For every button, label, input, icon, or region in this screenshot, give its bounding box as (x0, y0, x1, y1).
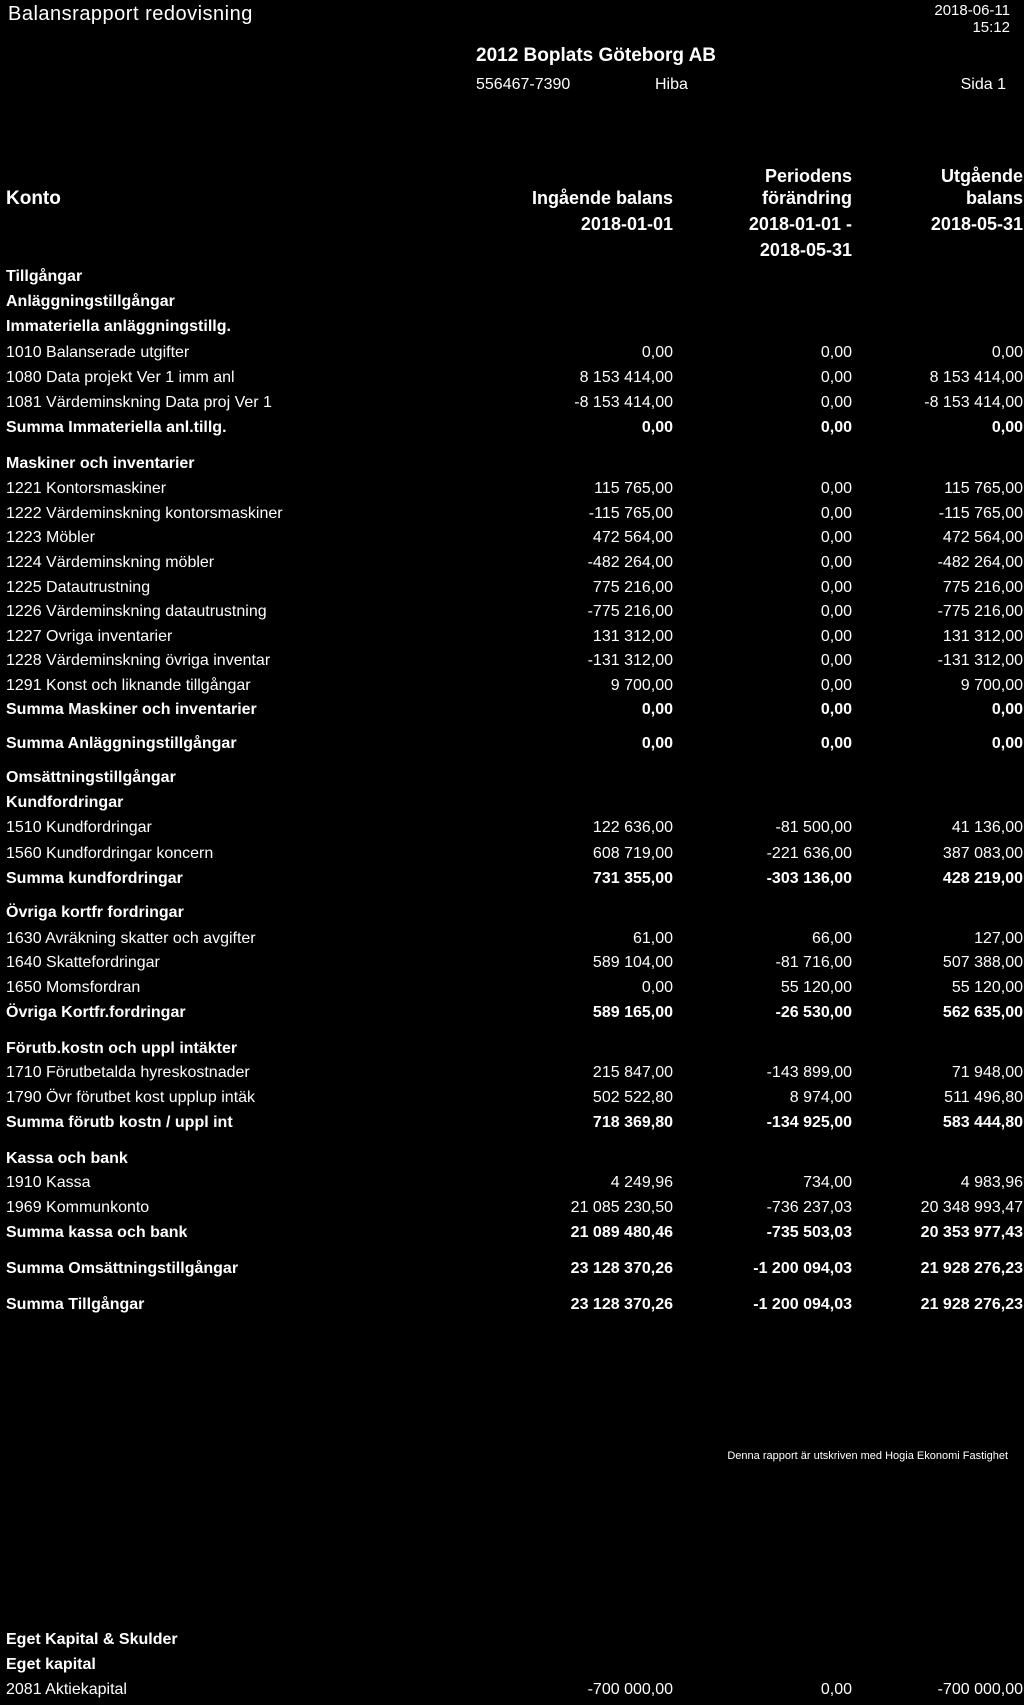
period-change: 0,00 (820, 394, 852, 411)
account-label: 1225 Datautrustning (6, 579, 151, 596)
account-label: 1222 Värdeminskning kontorsmaskiner (6, 505, 283, 522)
closing-balance: 41 136,00 (951, 819, 1023, 836)
table-row (0, 845, 1024, 869)
account-label: 2081 Aktiekapital (6, 1681, 127, 1698)
account-label: 1640 Skattefordringar (6, 954, 160, 971)
period-change: -735 503,03 (766, 1224, 852, 1241)
period-change: 0,00 (820, 628, 852, 645)
closing-balance: 4 983,96 (960, 1174, 1023, 1191)
opening-balance: 9 700,00 (610, 677, 673, 694)
column-header-konto: Konto (6, 188, 61, 209)
account-label: Summa Anläggningstillgångar (6, 735, 237, 752)
account-label: 1228 Värdeminskning övriga inventar (6, 652, 271, 669)
period-change: 0,00 (820, 369, 852, 386)
period-change: 8 974,00 (789, 1089, 852, 1106)
opening-balance: -8 153 414,00 (574, 394, 673, 411)
account-label: 1080 Data projekt Ver 1 imm anl (6, 369, 235, 386)
closing-balance: 131 312,00 (942, 628, 1023, 645)
opening-balance: -482 264,00 (587, 554, 673, 571)
column-header-period-date1: 2018-01-01 - (748, 214, 852, 234)
period-change: -1 200 094,03 (753, 1260, 852, 1277)
opening-balance: 589 104,00 (592, 954, 673, 971)
account-label: 1010 Balanserade utgifter (6, 344, 190, 361)
closing-balance: 127,00 (974, 930, 1023, 947)
summary-row (0, 701, 1024, 725)
report-title: Balansrapport redovisning (8, 3, 253, 25)
summary-row (0, 419, 1024, 443)
opening-balance: 775 216,00 (592, 579, 673, 596)
account-label: 1710 Förutbetalda hyreskostnader (6, 1064, 250, 1081)
column-header-utgaende-title1: Utgående (940, 166, 1023, 186)
account-label: Eget kapital (6, 1656, 96, 1673)
table-row (0, 677, 1024, 701)
closing-balance: 775 216,00 (942, 579, 1023, 596)
closing-balance: 8 153 414,00 (929, 369, 1023, 386)
table-row (0, 1089, 1024, 1113)
period-change: 0,00 (820, 735, 852, 752)
opening-balance: 8 153 414,00 (579, 369, 673, 386)
closing-balance: 511 496,80 (944, 1089, 1023, 1106)
opening-balance: 0,00 (641, 735, 673, 752)
account-label: Summa Maskiner och inventarier (6, 701, 257, 718)
account-label: 1226 Värdeminskning datautrustning (6, 603, 267, 620)
table-row (0, 579, 1024, 603)
period-change: 0,00 (820, 579, 852, 596)
opening-balance: 21 089 480,46 (570, 1224, 673, 1241)
closing-balance: 507 388,00 (942, 954, 1023, 971)
table-row (0, 369, 1024, 393)
account-label: 1510 Kundfordringar (6, 819, 152, 836)
period-change: 0,00 (820, 1681, 852, 1698)
company-name: 2012 Boplats Göteborg AB (476, 45, 717, 66)
closing-balance: -8 153 414,00 (924, 394, 1023, 411)
table-row (0, 344, 1024, 368)
account-label: Summa kundfordringar (6, 870, 183, 887)
section-heading (0, 1150, 1024, 1174)
period-change: -221 636,00 (766, 845, 852, 862)
column-header-utgaende (931, 165, 1023, 235)
opening-balance: 4 249,96 (610, 1174, 673, 1191)
opening-balance: 23 128 370,26 (570, 1260, 673, 1277)
opening-balance: 731 355,00 (592, 870, 673, 887)
column-header-period-title2: förändring (762, 188, 852, 208)
table-row (0, 979, 1024, 1003)
closing-balance: -700 000,00 (937, 1681, 1023, 1698)
table-row (0, 603, 1024, 627)
account-label: Immateriella anläggningstillg. (6, 318, 231, 335)
period-change: 0,00 (820, 652, 852, 669)
period-change: 734,00 (803, 1174, 852, 1191)
period-change: 0,00 (820, 603, 852, 620)
table-row (0, 1174, 1024, 1198)
account-label: Övriga kortfr fordringar (6, 904, 184, 921)
opening-balance: 131 312,00 (592, 628, 673, 645)
column-header-utgaende-date: 2018-05-31 (930, 214, 1023, 234)
account-label: Förutb.kostn och uppl intäkter (6, 1040, 238, 1057)
period-change: 0,00 (820, 505, 852, 522)
section-heading (0, 268, 1024, 292)
account-label: 1560 Kundfordringar koncern (6, 845, 214, 862)
period-change: 55 120,00 (780, 979, 852, 996)
column-header-ingaende-title: Ingående balans (531, 188, 673, 208)
closing-balance: 20 353 977,43 (920, 1224, 1023, 1241)
account-label: Summa Immateriella anl.tillg. (6, 419, 227, 436)
account-label: Övriga Kortfr.fordringar (6, 1004, 186, 1021)
account-label: Summa förutb kostn / uppl int (6, 1114, 233, 1131)
closing-balance: 21 928 276,23 (920, 1260, 1023, 1277)
opening-balance: -115 765,00 (588, 505, 673, 522)
column-header-ingaende-date: 2018-01-01 (580, 214, 673, 234)
closing-balance: 472 564,00 (942, 529, 1023, 546)
user-name: Hiba (655, 76, 688, 93)
opening-balance: -131 312,00 (587, 652, 673, 669)
opening-balance: 472 564,00 (592, 529, 673, 546)
closing-balance: -775 216,00 (937, 603, 1023, 620)
table-row (0, 652, 1024, 676)
summary-row (0, 1260, 1024, 1284)
period-change: 0,00 (820, 554, 852, 571)
period-change: -81 716,00 (775, 954, 852, 971)
opening-balance: 122 636,00 (592, 819, 673, 836)
account-label: Kassa och bank (6, 1150, 128, 1167)
table-row (0, 1064, 1024, 1088)
opening-balance: 718 369,80 (592, 1114, 673, 1131)
account-label: Summa kassa och bank (6, 1224, 188, 1241)
table-row (0, 394, 1024, 418)
summary-row (0, 1004, 1024, 1028)
account-label: 1790 Övr förutbet kost upplup intäk (6, 1089, 256, 1106)
period-change: 0,00 (820, 480, 852, 497)
account-label: Kundfordringar (6, 794, 124, 811)
account-label: 1969 Kommunkonto (6, 1199, 150, 1216)
column-header-period-date2: 2018-05-31 (759, 240, 852, 260)
opening-balance: 0,00 (641, 701, 673, 718)
period-change: -26 530,00 (775, 1004, 852, 1021)
closing-balance: 387 083,00 (942, 845, 1023, 862)
closing-balance: 71 948,00 (951, 1064, 1023, 1081)
summary-row (0, 735, 1024, 759)
opening-balance: 589 165,00 (592, 1004, 673, 1021)
opening-balance: -700 000,00 (587, 1681, 673, 1698)
print-date: 2018-06-11 (934, 2, 1010, 19)
table-row (0, 1199, 1024, 1223)
opening-balance: 21 085 230,50 (570, 1199, 673, 1216)
footer-note: Denna rapport är utskriven med Hogia Ekonomi Fastighet (727, 1450, 1008, 1462)
period-change: -1 200 094,03 (753, 1296, 852, 1313)
opening-balance: -775 216,00 (587, 603, 673, 620)
account-label: Maskiner och inventarier (6, 455, 195, 472)
column-header-ingaende (532, 187, 673, 235)
account-label: 1221 Kontorsmaskiner (6, 480, 167, 497)
org-number: 556467-7390 (476, 76, 571, 93)
section-heading (0, 293, 1024, 317)
account-label: Omsättningstillgångar (6, 769, 176, 786)
section-heading (0, 318, 1024, 342)
opening-balance: 0,00 (641, 979, 673, 996)
closing-balance: -482 264,00 (937, 554, 1023, 571)
closing-balance: -115 765,00 (938, 505, 1023, 522)
table-row (0, 954, 1024, 978)
opening-balance: 0,00 (641, 344, 673, 361)
period-change: -736 237,03 (766, 1199, 852, 1216)
section-heading (0, 769, 1024, 793)
table-row (0, 819, 1024, 843)
period-change: -303 136,00 (766, 870, 852, 887)
opening-balance: 0,00 (641, 419, 673, 436)
closing-balance: 55 120,00 (951, 979, 1023, 996)
closing-balance: 428 219,00 (942, 870, 1023, 887)
closing-balance: 0,00 (991, 701, 1023, 718)
summary-row (0, 1114, 1024, 1138)
closing-balance: 583 444,80 (942, 1114, 1023, 1131)
table-row (0, 628, 1024, 652)
column-header-period (749, 165, 852, 261)
closing-balance: 21 928 276,23 (920, 1296, 1023, 1313)
section-heading (0, 1631, 1024, 1655)
account-label: 1224 Värdeminskning möbler (6, 554, 215, 571)
closing-balance: 0,00 (991, 344, 1023, 361)
period-change: 66,00 (811, 930, 852, 947)
table-row (0, 930, 1024, 954)
account-label: Tillgångar (6, 268, 83, 285)
opening-balance: 608 719,00 (592, 845, 673, 862)
account-label: Eget Kapital & Skulder (6, 1631, 178, 1648)
account-label: 1630 Avräkning skatter och avgifter (6, 930, 256, 947)
period-change: -81 500,00 (775, 819, 852, 836)
period-change: 0,00 (820, 701, 852, 718)
account-label: 1291 Konst och liknande tillgångar (6, 677, 251, 694)
period-change: -134 925,00 (766, 1114, 852, 1131)
account-label: 1910 Kassa (6, 1174, 91, 1191)
section-heading (0, 455, 1024, 479)
section-heading (0, 794, 1024, 818)
period-change: 0,00 (820, 529, 852, 546)
opening-balance: 115 765,00 (594, 480, 673, 497)
period-change: 0,00 (820, 419, 852, 436)
column-header-utgaende-title2: balans (965, 188, 1023, 208)
opening-balance: 61,00 (632, 930, 673, 947)
opening-balance: 502 522,80 (592, 1089, 673, 1106)
print-time: 15:12 (972, 19, 1010, 36)
period-change: 0,00 (820, 344, 852, 361)
closing-balance: 115 765,00 (944, 480, 1023, 497)
account-label: 1223 Möbler (6, 529, 95, 546)
account-label: Summa Omsättningstillgångar (6, 1260, 239, 1277)
account-label: 1227 Ovriga inventarier (6, 628, 173, 645)
table-row (0, 505, 1024, 529)
closing-balance: -131 312,00 (937, 652, 1023, 669)
account-label: Anläggningstillgångar (6, 293, 175, 310)
summary-row (0, 1296, 1024, 1320)
table-row (0, 529, 1024, 553)
table-row (0, 480, 1024, 504)
period-change: 0,00 (820, 677, 852, 694)
table-row (0, 554, 1024, 578)
opening-balance: 215 847,00 (592, 1064, 673, 1081)
summary-row (0, 1224, 1024, 1248)
account-label: Summa Tillgångar (6, 1296, 145, 1313)
opening-balance: 23 128 370,26 (570, 1296, 673, 1313)
column-header-period-title1: Periodens (764, 166, 852, 186)
period-change: -143 899,00 (766, 1064, 852, 1081)
table-row (0, 1681, 1024, 1705)
section-heading (0, 1656, 1024, 1680)
section-heading (0, 904, 1024, 928)
page-number: Sida 1 (960, 76, 1006, 93)
summary-row (0, 870, 1024, 894)
account-label: 1650 Momsfordran (6, 979, 141, 996)
closing-balance: 9 700,00 (960, 677, 1023, 694)
closing-balance: 562 635,00 (942, 1004, 1023, 1021)
closing-balance: 0,00 (991, 419, 1023, 436)
closing-balance: 20 348 993,47 (920, 1199, 1023, 1216)
closing-balance: 0,00 (991, 735, 1023, 752)
account-label: 1081 Värdeminskning Data proj Ver 1 (6, 394, 272, 411)
section-heading (0, 1040, 1024, 1064)
